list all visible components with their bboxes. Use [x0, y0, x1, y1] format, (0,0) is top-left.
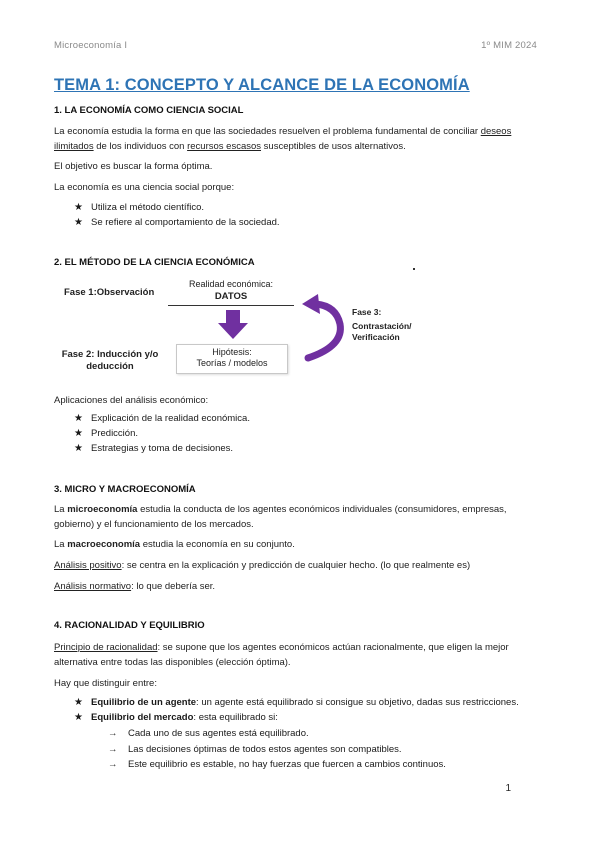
list-item: → Las decisiones óptimas de todos estos agentes son compatibles. [108, 742, 446, 758]
list-item: → Cada uno de sus agentes está equilibrado. [108, 726, 446, 742]
stray-dot [413, 268, 415, 270]
section-2-bullet-list [74, 411, 250, 456]
section-3-paragraph-3: Análisis positivo: se centra en la explicación y predicción de cualquier hecho. (lo que realmente es) [54, 560, 471, 571]
star-bullet-icon: ★ [74, 217, 83, 228]
section-3-paragraph-2: La macroeconomía estudia la economía en su conjunto. [54, 539, 295, 550]
star-bullet-icon: ★ [74, 413, 83, 424]
fase-3-label-line-1: Fase 3: [352, 307, 382, 317]
star-bullet-icon: ★ [74, 712, 83, 723]
list-item: ★ Equilibrio de un agente: un agente está equilibrado si consigue su objetivo, dadas sus restricciones. [74, 697, 519, 708]
down-arrow-icon [218, 310, 248, 340]
list-item: ★ Explicación de la realidad económica. [74, 413, 250, 424]
section-4-paragraph-2: Hay que distinguir entre: [54, 678, 157, 689]
header-left: Microeconomía I [54, 40, 128, 51]
section-3-paragraph-1: La microeconomía estudia la conducta de los agentes económicos individuales (consumidores, empresas, gobierno) y el funcionamiento de los mercados. [54, 504, 507, 530]
right-arrow-icon: → [108, 759, 118, 770]
star-bullet-icon: ★ [74, 443, 83, 454]
section-2-heading: 2. EL MÉTODO DE LA CIENCIA ECONÓMICA [54, 257, 255, 268]
datos-underline [168, 305, 294, 306]
section-1-paragraph-1: La economía estudia la forma en que las sociedades resuelven el problema fundamental de conciliar deseos ilimitados de los individuos con recursos escasos susceptibles de usos alternativos. [54, 126, 512, 152]
section-1-paragraph-2: El objetivo es buscar la forma óptima. [54, 161, 213, 172]
fase-2-label-line-1: Fase 2: Inducción y/o [61, 349, 159, 360]
fase-1-label: Fase 1:Observación [64, 287, 155, 298]
star-bullet-icon: ★ [74, 428, 83, 439]
datos-label: DATOS [214, 291, 248, 302]
section-4-heading: 4. RACIONALIDAD Y EQUILIBRIO [54, 620, 205, 631]
curved-feedback-arrow-icon [298, 290, 348, 368]
section-1-heading: 1. LA ECONOMÍA COMO CIENCIA SOCIAL [54, 105, 244, 116]
list-item: ★ Equilibrio del mercado: esta equilibrado si: [74, 712, 278, 723]
header-right: 1º MIM 2024 [481, 40, 537, 51]
hipotesis-label: Hipótesis: [212, 347, 252, 357]
star-bullet-icon: ★ [74, 202, 83, 213]
section-3-paragraph-4: Análisis normativo: lo que debería ser. [54, 581, 216, 592]
section-2-paragraph-1: Aplicaciones del análisis económico: [54, 395, 209, 406]
right-arrow-icon: → [108, 728, 118, 739]
section-4-bullet-list [74, 695, 519, 725]
list-item: ★ Se refiere al comportamiento de la sociedad. [74, 217, 280, 228]
list-item: ★ Utiliza el método científico. [74, 202, 204, 213]
section-1-paragraph-3: La economía es una ciencia social porque: [54, 182, 235, 193]
section-4-paragraph-1: Principio de racionalidad: se supone que los agentes económicos actúan racionalmente, que eligen la mejor alternativa entre todas las disponibles (elección óptima). [54, 642, 509, 668]
section-3-heading: 3. MICRO Y MACROECONOMÍA [54, 484, 196, 495]
teorias-label: Teorías / modelos [196, 358, 268, 368]
right-arrow-icon: → [108, 743, 118, 755]
fase-3-label-line-2: Contrastación/ [352, 321, 412, 331]
section-4-arrow-list [108, 726, 446, 773]
fase-3-label-line-3: Verificación [352, 332, 400, 342]
list-item: ★ Estrategias y toma de decisiones. [74, 443, 234, 454]
list-item: → Este equilibrio es estable, no hay fuerzas que fuercen a cambios continuos. [108, 757, 446, 773]
fase-2-label-line-2: deducción [86, 361, 134, 372]
section-1-bullet-list [74, 200, 280, 230]
star-bullet-icon: ★ [74, 697, 83, 708]
page-number: 1 [505, 783, 511, 794]
list-item: ★ Predicción. [74, 428, 138, 439]
realidad-label: Realidad económica: [188, 279, 274, 289]
page-title: TEMA 1: CONCEPTO Y ALCANCE DE LA ECONOMÍA [54, 76, 470, 94]
